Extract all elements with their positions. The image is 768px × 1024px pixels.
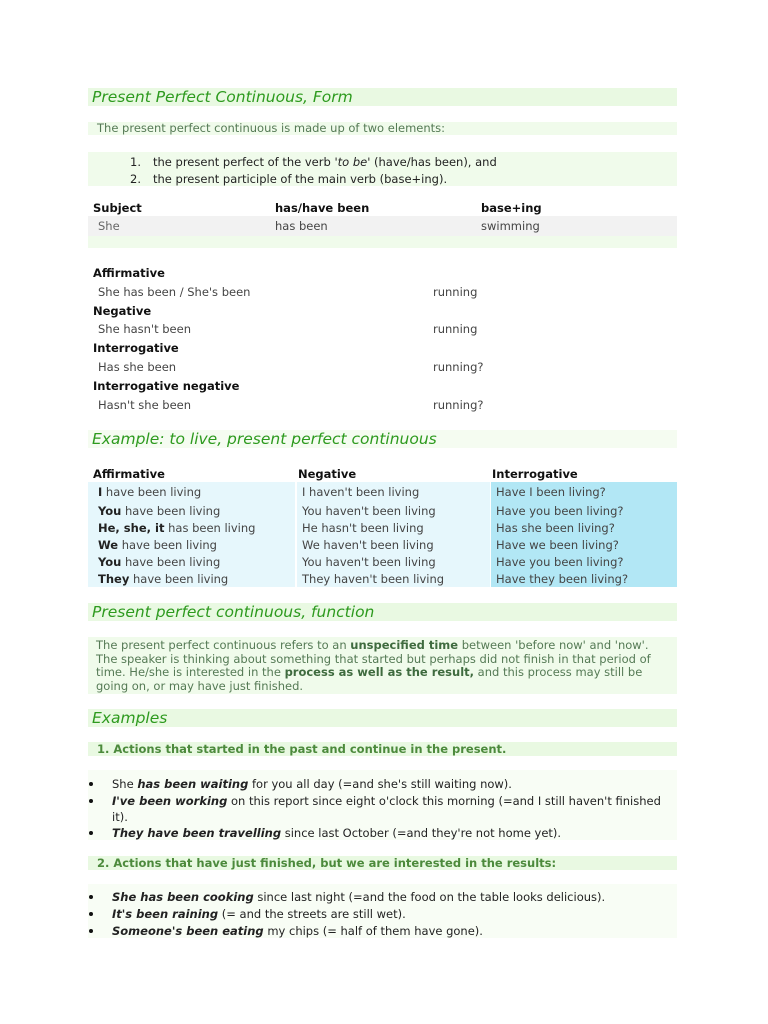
section-title-function: Present perfect continuous, function — [88, 603, 677, 621]
subject-pronoun: You — [98, 555, 122, 569]
subject-pronoun: We — [98, 538, 119, 552]
section-title-examples: Examples — [88, 709, 677, 727]
verb-form: have been living — [118, 538, 217, 552]
table-header-interrogative: Interrogative — [492, 467, 578, 481]
table-cell — [98, 555, 220, 569]
table-cell — [98, 521, 255, 535]
verb-form: have been living — [129, 572, 229, 586]
verb-form: have been living — [121, 555, 221, 569]
table-cell — [496, 521, 615, 535]
table-header-has-have-been: has/have been — [275, 201, 370, 215]
bullet-icon — [89, 929, 93, 933]
form-subject: Hasn't she been — [98, 398, 192, 412]
verb-form: Has she been living? — [496, 521, 615, 535]
table-cell: She — [98, 219, 120, 233]
table-cell — [302, 555, 436, 569]
function-paragraph: The present perfect continuous refers to an unspecified time between 'before now' and 'now'. The speaker is thinking about something that started but perhaps did not finish in that period of time. He/she is interested in the process as well as the result, and this process may still be going on, or may have just finished. — [88, 637, 677, 694]
verb-form: Have I been living? — [496, 485, 606, 499]
subject-pronoun: I — [98, 485, 103, 499]
table-cell — [302, 572, 444, 586]
subject-pronoun: He, she, it — [98, 521, 165, 535]
table-cell — [302, 521, 424, 535]
table-cell — [496, 504, 624, 518]
table-cell — [302, 504, 436, 518]
form-verb: running? — [433, 360, 484, 374]
bullet-icon — [89, 831, 93, 835]
table-cell — [496, 538, 619, 552]
table-cell — [496, 555, 624, 569]
verb-form: I haven't been living — [302, 485, 420, 499]
table-cell — [98, 504, 220, 518]
verb-form: You haven't been living — [302, 504, 436, 518]
verb-form: has been living — [164, 521, 256, 535]
verb-form: You haven't been living — [302, 555, 436, 569]
bullet-icon — [89, 782, 93, 786]
examples-subheading-1: 1. Actions that started in the past and continue in the present. — [88, 742, 677, 756]
list-item: 1. — [130, 155, 141, 169]
list-item: the present perfect of the verb 'to be' (have/has been), and — [153, 155, 497, 169]
form-intro: The present perfect continuous is made up of two elements: — [88, 122, 677, 135]
subject-pronoun: You — [98, 504, 122, 518]
list-item: I've been working on this report since eight o'clock this morning (=and I still haven't finished — [112, 794, 661, 808]
table-cell — [302, 538, 434, 552]
list-item: They have been travelling since last October (=and they're not home yet). — [112, 826, 562, 840]
list-item: It's been raining (= and the streets are still wet). — [112, 907, 406, 921]
table-cell — [98, 538, 217, 552]
table-header-base-ing: base+ing — [481, 201, 542, 215]
bullet-icon — [89, 799, 93, 803]
table-spacer — [88, 236, 677, 248]
list-item-continuation: it). — [112, 810, 128, 824]
section-title-example: Example: to live, present perfect continuous — [88, 430, 677, 448]
table-cell — [98, 572, 228, 586]
bullet-icon — [89, 912, 93, 916]
verb-form: He hasn't been living — [302, 521, 424, 535]
table-cell — [496, 572, 628, 586]
form-label-affirmative: Affirmative — [93, 266, 165, 280]
list-item: She has been cooking since last night (=and the food on the table looks delicious). — [112, 890, 606, 904]
verb-form: have been living — [121, 504, 221, 518]
form-subject: She has been / She's been — [98, 285, 251, 299]
table-cell: swimming — [481, 219, 540, 233]
form-verb: running — [433, 322, 478, 336]
verb-form: have been living — [102, 485, 202, 499]
form-subject: She hasn't been — [98, 322, 191, 336]
table-header-subject: Subject — [93, 201, 142, 215]
table-header-negative: Negative — [298, 467, 357, 481]
section-title-form: Present Perfect Continuous, Form — [88, 88, 677, 106]
table-cell — [496, 485, 606, 499]
list-item: She has been waiting for you all day (=and she's still waiting now). — [112, 777, 512, 791]
bullet-icon — [89, 895, 93, 899]
table-row — [88, 216, 677, 236]
form-subject: Has she been — [98, 360, 177, 374]
form-label-interrogative: Interrogative — [93, 341, 179, 355]
list-item: Someone's been eating my chips (= half of them have gone). — [112, 924, 483, 938]
verb-form: Have they been living? — [496, 572, 629, 586]
verb-form: Have you been living? — [496, 504, 624, 518]
form-label-negative: Negative — [93, 304, 152, 318]
form-verb: running — [433, 285, 478, 299]
form-label-interrogative-negative: Interrogative negative — [93, 379, 240, 393]
subject-pronoun: They — [98, 572, 130, 586]
verb-form: They haven't been living — [302, 572, 445, 586]
examples-subheading-2: 2. Actions that have just finished, but we are interested in the results: — [88, 856, 677, 870]
verb-form: Have we been living? — [496, 538, 619, 552]
table-header-affirmative: Affirmative — [93, 467, 165, 481]
elements-list — [88, 152, 677, 186]
form-verb: running? — [433, 398, 484, 412]
list-item: the present participle of the main verb (base+ing). — [153, 172, 448, 186]
table-cell — [98, 485, 201, 499]
verb-form: We haven't been living — [302, 538, 434, 552]
table-cell: has been — [275, 219, 328, 233]
verb-form: Have you been living? — [496, 555, 624, 569]
list-item: 2. — [130, 172, 141, 186]
table-cell — [302, 485, 419, 499]
